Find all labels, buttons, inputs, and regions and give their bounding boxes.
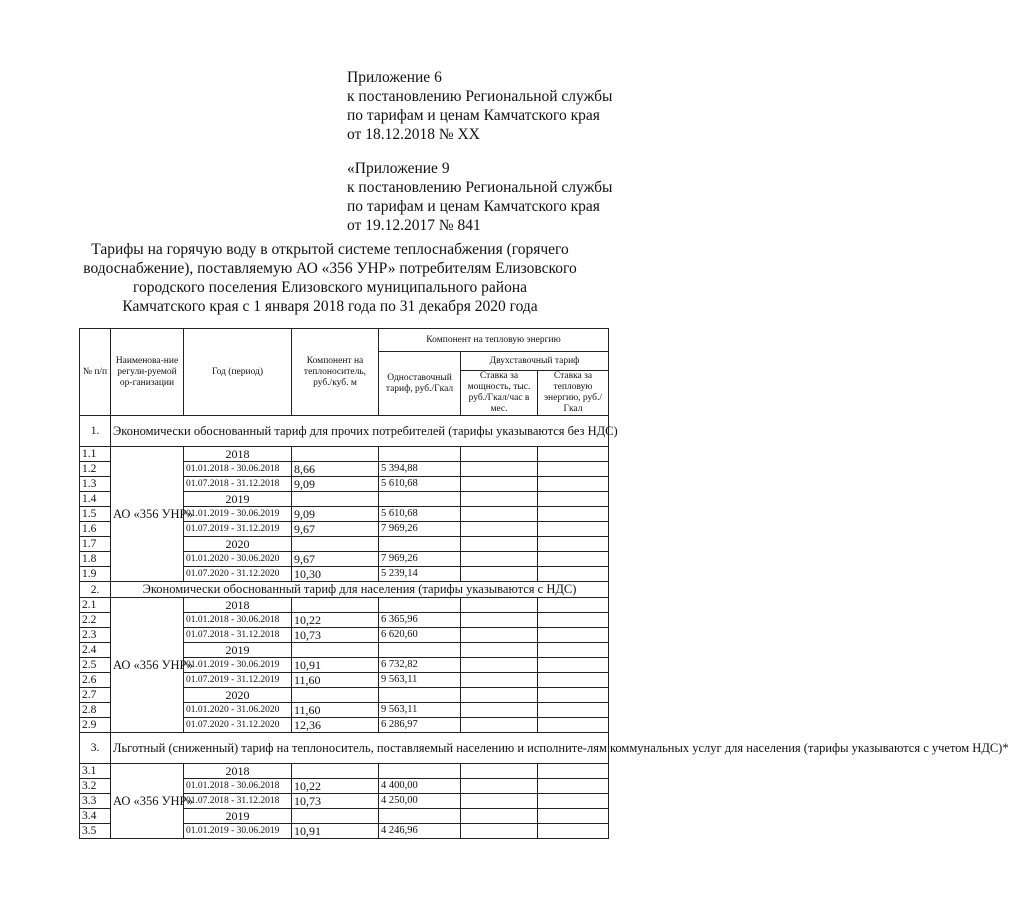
row-period: 01.01.2018 - 30.06.2018 [184,462,292,477]
row-power-rate [461,628,538,643]
row-num: 1.2 [80,462,111,477]
org-name: АО «356 УНР» [111,447,184,582]
appendix-current-block [347,68,612,144]
row-energy-rate [538,447,609,462]
row-period: 01.01.2019 - 30.06.2019 [184,658,292,673]
section-title: Экономически обоснованный тариф для прочих потребителей (тарифы указываются без НДС) [111,416,609,447]
section-num: 2. [80,582,111,598]
title-line: Тарифы на горячую воду в открытой системе теплоснабжения (горячего [91,241,569,258]
row-single [379,447,461,462]
section-row [80,416,609,447]
row-energy-rate [538,718,609,733]
row-carrier [292,688,379,703]
row-carrier: 10,91 [292,658,379,673]
row-power-rate [461,477,538,492]
row-period: 2018 [184,764,292,779]
row-power-rate [461,492,538,507]
appendix-line: Приложение 6 [347,69,442,86]
row-period: 2020 [184,688,292,703]
row-period: 01.07.2018 - 31.12.2018 [184,628,292,643]
title-line: водоснабжение), поставляемую АО «356 УНР» потребителям Елизовского [83,260,577,277]
row-carrier [292,598,379,613]
table-row [80,598,609,613]
section-title: Экономически обоснованный тариф для населения (тарифы указываются с НДС) [111,582,609,598]
header-single: Одноставочный тариф, руб./Гкал [379,352,461,416]
row-period: 01.01.2020 - 31.06.2020 [184,703,292,718]
row-power-rate [461,764,538,779]
appendix-previous-block [347,159,612,235]
row-num: 2.5 [80,658,111,673]
row-single [379,688,461,703]
row-period: 01.07.2019 - 31.12.2019 [184,673,292,688]
row-energy-rate [538,567,609,582]
row-single [379,809,461,824]
section-num: 1. [80,416,111,447]
row-carrier: 10,73 [292,794,379,809]
row-num: 2.3 [80,628,111,643]
header-org: Наименова-ние регули-руемой ор-ганизации [111,329,184,416]
document-title [60,240,600,316]
row-carrier [292,809,379,824]
row-num: 2.6 [80,673,111,688]
row-energy-rate [538,477,609,492]
row-num: 3.5 [80,824,111,839]
row-single [379,598,461,613]
row-carrier: 11,60 [292,673,379,688]
header-period: Год (период) [184,329,292,416]
row-carrier [292,764,379,779]
row-single [379,764,461,779]
row-power-rate [461,688,538,703]
header-energy-rate: Ставка за тепловую энергию, руб./Гкал [538,371,609,416]
row-num: 2.8 [80,703,111,718]
row-period: 01.07.2020 - 31.12.2020 [184,567,292,582]
row-period: 01.01.2020 - 30.06.2020 [184,552,292,567]
row-energy-rate [538,643,609,658]
header-num: № п/п [80,329,111,416]
row-num: 3.1 [80,764,111,779]
row-carrier: 10,91 [292,824,379,839]
row-num: 1.9 [80,567,111,582]
row-num: 2.4 [80,643,111,658]
row-num: 1.6 [80,522,111,537]
row-carrier: 8,66 [292,462,379,477]
row-carrier: 10,30 [292,567,379,582]
row-energy-rate [538,673,609,688]
row-num: 2.2 [80,613,111,628]
row-num: 2.7 [80,688,111,703]
row-power-rate [461,809,538,824]
row-energy-rate [538,613,609,628]
row-energy-rate [538,552,609,567]
row-single: 5 239,14 [379,567,461,582]
row-period: 01.07.2018 - 31.12.2018 [184,477,292,492]
row-carrier: 10,22 [292,779,379,794]
row-period: 2019 [184,809,292,824]
row-single: 4 250,00 [379,794,461,809]
row-energy-rate [538,809,609,824]
org-name: АО «356 УНР» [111,598,184,733]
row-num: 3.4 [80,809,111,824]
row-carrier: 11,60 [292,703,379,718]
section-row [80,733,609,764]
row-power-rate [461,824,538,839]
row-power-rate [461,643,538,658]
row-power-rate [461,522,538,537]
row-period: 2018 [184,447,292,462]
header-power-rate: Ставка за мощность, тыс. руб./Гкал/час в мес. [461,371,538,416]
section-row [80,582,609,598]
section-num: 3. [80,733,111,764]
tariff-table [79,328,1009,839]
row-num: 1.8 [80,552,111,567]
section-title: Льготный (сниженный) тариф на теплоноситель, поставляемый населению и исполните-лям коммунальных услуг для населения (тарифы указываются с учетом НДС)* [111,733,609,764]
row-single: 5 394,88 [379,462,461,477]
header-two-part: Двухставочный тариф [461,352,609,371]
row-energy-rate [538,794,609,809]
row-single: 6 620,60 [379,628,461,643]
row-num: 1.1 [80,447,111,462]
appendix-line: от 19.12.2017 № 841 [347,217,481,234]
row-energy-rate [538,688,609,703]
table-body [80,416,1009,839]
row-period: 01.07.2019 - 31.12.2019 [184,522,292,537]
row-num: 2.9 [80,718,111,733]
row-period: 2020 [184,537,292,552]
row-power-rate [461,462,538,477]
row-single: 6 732,82 [379,658,461,673]
row-num: 2.1 [80,598,111,613]
row-carrier: 9,67 [292,552,379,567]
row-energy-rate [538,824,609,839]
row-num: 3.3 [80,794,111,809]
row-period: 01.01.2019 - 30.06.2019 [184,824,292,839]
row-power-rate [461,658,538,673]
row-power-rate [461,673,538,688]
row-single: 7 969,26 [379,552,461,567]
appendix-line: к постановлению Региональной службы [347,88,613,105]
row-power-rate [461,779,538,794]
row-carrier [292,537,379,552]
row-energy-rate [538,492,609,507]
org-name: АО «356 УНР» [111,764,184,839]
row-single [379,537,461,552]
row-num: 3.2 [80,779,111,794]
table-row [80,764,609,779]
row-period: 01.07.2018 - 31.12.2018 [184,794,292,809]
row-single [379,492,461,507]
title-line: Камчатского края с 1 января 2018 года по 31 декабря 2020 года [122,298,538,315]
row-num: 1.7 [80,537,111,552]
row-period: 01.01.2018 - 30.06.2018 [184,613,292,628]
row-period: 2019 [184,492,292,507]
row-power-rate [461,703,538,718]
row-energy-rate [538,779,609,794]
row-num: 1.5 [80,507,111,522]
row-single: 4 246,96 [379,824,461,839]
row-energy-rate [538,537,609,552]
appendix-line: «Приложение 9 [347,160,450,177]
row-power-rate [461,598,538,613]
row-single: 9 563,11 [379,703,461,718]
row-power-rate [461,537,538,552]
row-period: 2018 [184,598,292,613]
row-power-rate [461,552,538,567]
appendix-line: к постановлению Региональной службы [347,179,613,196]
row-single: 6 365,96 [379,613,461,628]
row-power-rate [461,447,538,462]
row-energy-rate [538,522,609,537]
row-carrier [292,447,379,462]
header-carrier: Компонент на теплоноситель, руб./куб. м [292,329,379,416]
title-line: городского поселения Елизовского муниципального района [132,279,528,296]
row-power-rate [461,794,538,809]
row-carrier [292,492,379,507]
row-energy-rate [538,764,609,779]
row-num: 1.3 [80,477,111,492]
row-power-rate [461,567,538,582]
row-power-rate [461,613,538,628]
row-single [379,643,461,658]
row-carrier: 10,22 [292,613,379,628]
row-carrier: 12,36 [292,718,379,733]
row-power-rate [461,507,538,522]
row-single: 7 969,26 [379,522,461,537]
row-single: 5 610,68 [379,507,461,522]
row-single: 5 610,68 [379,477,461,492]
row-period: 01.07.2020 - 31.12.2020 [184,718,292,733]
row-num: 1.4 [80,492,111,507]
row-carrier: 10,73 [292,628,379,643]
row-period: 01.01.2018 - 30.06.2018 [184,779,292,794]
row-energy-rate [538,462,609,477]
row-energy-rate [538,507,609,522]
appendix-line: от 18.12.2018 № ХХ [347,126,480,143]
row-carrier [292,643,379,658]
appendix-line: по тарифам и ценам Камчатского края [347,198,600,215]
row-period: 2019 [184,643,292,658]
row-energy-rate [538,703,609,718]
row-single: 9 563,11 [379,673,461,688]
row-energy-rate [538,658,609,673]
row-energy-rate [538,628,609,643]
header-thermal: Компонент на тепловую энергию [379,329,609,352]
row-single: 6 286,97 [379,718,461,733]
table-header [80,329,609,416]
row-carrier: 9,09 [292,477,379,492]
appendix-line: по тарифам и ценам Камчатского края [347,107,600,124]
table-row [80,447,609,462]
row-carrier: 9,67 [292,522,379,537]
row-period: 01.01.2019 - 30.06.2019 [184,507,292,522]
row-carrier: 9,09 [292,507,379,522]
row-power-rate [461,718,538,733]
row-energy-rate [538,598,609,613]
row-single: 4 400,00 [379,779,461,794]
